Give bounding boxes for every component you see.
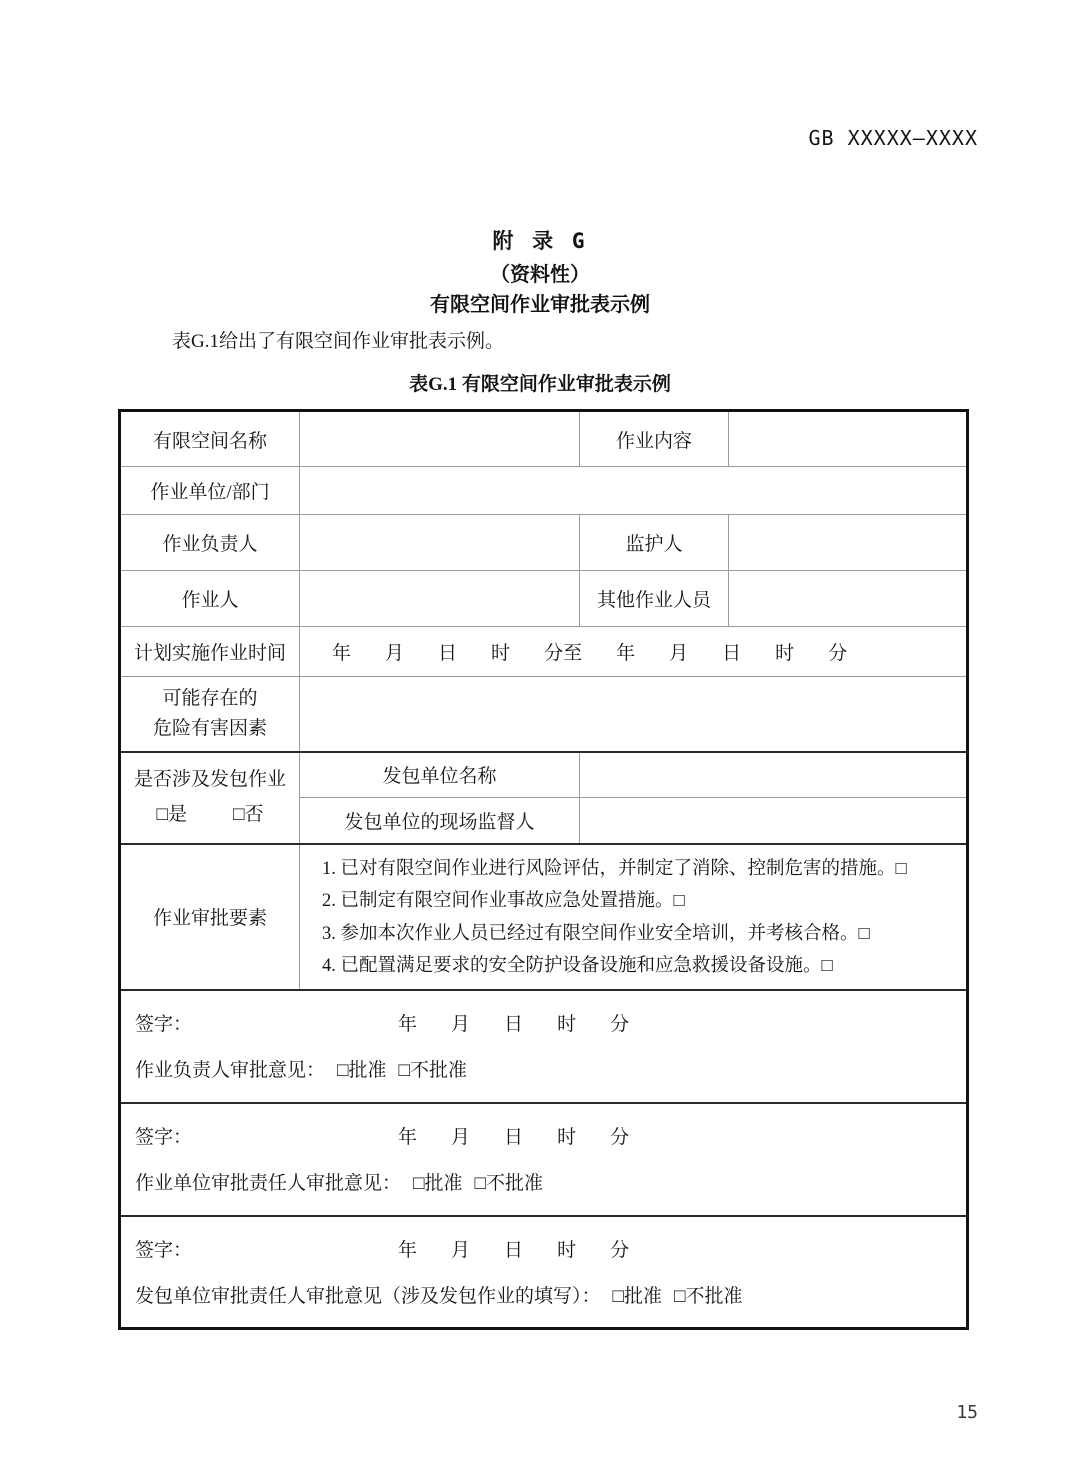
contractor-date-hour: 时 [557,1239,577,1261]
field-work-content[interactable] [729,411,968,467]
field-planned-time[interactable] [300,627,968,677]
label-hazard-factors [120,677,300,752]
table-row [120,515,968,571]
field-work-leader[interactable] [300,515,580,571]
standard-code-header: GB XXXXX—XXXX [808,126,978,150]
field-space-name[interactable] [300,411,580,467]
label-work-content: 作业内容 [580,411,729,467]
leader-date-minute: 分 [610,1014,630,1035]
checkbox-leader-reject[interactable]: □不批准 [398,1060,467,1081]
time-unit-month-start: 月 [385,643,405,664]
label-approval-elements: 作业审批要素 [120,844,300,990]
table-row [120,467,968,515]
time-unit-minute-to: 分至 [544,643,583,664]
sign-leader-opinion [135,1055,467,1082]
unit-date-day: 日 [504,1127,524,1148]
table-row [120,844,968,990]
label-supervisor: 监护人 [580,515,729,571]
checkbox-unit-approve[interactable]: □批准 [413,1173,463,1194]
table-row [120,411,968,467]
sign-contractor-opinion-label: 发包单位审批责任人审批意见（涉及发包作业的填写）： [135,1285,601,1307]
field-contractor-name[interactable] [580,752,968,798]
label-work-leader: 作业负责人 [120,515,300,571]
table-row [120,571,968,627]
approval-element-1[interactable]: 1. 已对有限空间作业进行风险评估，并制定了消除、控制危害的措施。□ [322,858,907,879]
field-hazard-factors[interactable] [300,677,968,752]
label-contract-involved [120,752,300,844]
permit-form-table [118,409,969,1330]
sign-leader-signature-label[interactable]: 签字： [135,1014,193,1035]
contractor-date-day: 日 [504,1239,524,1261]
time-unit-day-start: 日 [438,643,458,664]
sign-leader-date [398,1014,629,1035]
contractor-date-month: 月 [451,1239,471,1261]
checkbox-contractor-reject[interactable]: □不批准 [674,1285,743,1307]
label-work-unit: 作业单位/部门 [120,467,300,515]
field-supervisor[interactable] [729,515,968,571]
time-unit-day-end: 日 [722,643,742,664]
leader-date-year: 年 [398,1014,418,1035]
time-unit-minute-end: 分 [828,643,848,664]
table-row [120,627,968,677]
time-unit-hour-start: 时 [491,643,511,664]
leader-date-hour: 时 [557,1014,577,1035]
contract-involved-text: 是否涉及发包作业 [133,769,286,791]
sign-leader-line [135,1009,968,1036]
unit-date-minute: 分 [610,1127,630,1148]
sign-unit-line [135,1122,968,1149]
field-other-workers[interactable] [729,571,968,627]
checkbox-unit-reject[interactable]: □不批准 [474,1173,543,1194]
unit-date-hour: 时 [557,1127,577,1148]
sign-contractor-opinion [135,1281,742,1308]
label-space-name: 有限空间名称 [120,411,300,467]
sign-contractor-date [398,1240,629,1261]
table-caption: 表G.1 有限空间作业审批表示例 [409,374,671,395]
time-unit-year-start: 年 [332,643,352,664]
unit-date-year: 年 [398,1127,418,1148]
label-hazard-line2: 危险有害因素 [152,717,267,739]
field-contractor-site-supervisor[interactable] [580,798,968,844]
sign-leader-opinion-label: 作业负责人审批意见： [135,1060,326,1081]
time-unit-month-end: 月 [669,643,689,664]
table-row [120,1216,968,1329]
table-row [120,752,968,798]
sign-contractor-signature-label[interactable]: 签字： [135,1239,193,1261]
signature-block-unit [120,1103,968,1216]
leader-date-day: 日 [504,1014,524,1035]
approval-elements-list [306,847,960,987]
label-planned-time: 计划实施作业时间 [120,627,300,677]
checkbox-contract-yes[interactable]: □是 [156,803,187,825]
sign-unit-signature-label[interactable]: 签字： [135,1127,193,1148]
contract-checkbox-group [127,797,293,831]
approval-element-2[interactable]: 2. 已制定有限空间作业事故应急处置措施。□ [322,891,685,911]
contractor-date-minute: 分 [610,1239,630,1261]
label-contractor-name: 发包单位名称 [300,752,580,798]
field-worker[interactable] [300,571,580,627]
unit-date-month: 月 [451,1127,471,1148]
planned-time-fields [306,638,960,665]
annex-title: 附 录 G [492,229,588,253]
checkbox-contractor-approve[interactable]: □批准 [612,1285,662,1307]
contractor-date-year: 年 [398,1239,418,1261]
approval-element-3[interactable]: 3. 参加本次作业人员已经过有限空间作业安全培训，并考核合格。□ [322,923,870,944]
signature-block-leader [120,990,968,1103]
label-other-workers: 其他作业人员 [580,571,729,627]
sign-unit-date [398,1127,629,1148]
checkbox-leader-approve[interactable]: □批准 [337,1060,387,1081]
sign-contractor-line [135,1235,968,1262]
annex-name: 有限空间作业审批表示例 [430,294,650,316]
table-row [120,677,968,752]
table-row [120,1103,968,1216]
sign-unit-opinion [135,1168,543,1195]
approval-elements-cell [300,844,968,990]
time-unit-year-end: 年 [616,643,636,664]
leader-date-month: 月 [451,1014,471,1035]
label-worker: 作业人 [120,571,300,627]
checkbox-contract-no[interactable]: □否 [233,803,264,825]
label-hazard-line1: 可能存在的 [162,688,258,710]
approval-element-4[interactable]: 4. 已配置满足要求的安全防护设备设施和应急救援设备设施。□ [322,956,833,976]
time-unit-hour-end: 时 [775,643,795,664]
field-work-unit[interactable] [300,467,968,515]
annex-paragraph: 表G.1给出了有限空间作业审批表示例。 [172,331,504,352]
table-row [120,990,968,1103]
page-number: 15 [956,1402,978,1423]
sign-unit-opinion-label: 作业单位审批责任人审批意见： [135,1173,402,1194]
label-contractor-site-supervisor: 发包单位的现场监督人 [300,798,580,844]
signature-block-contractor [120,1216,968,1329]
annex-kind: （资料性） [490,264,590,286]
